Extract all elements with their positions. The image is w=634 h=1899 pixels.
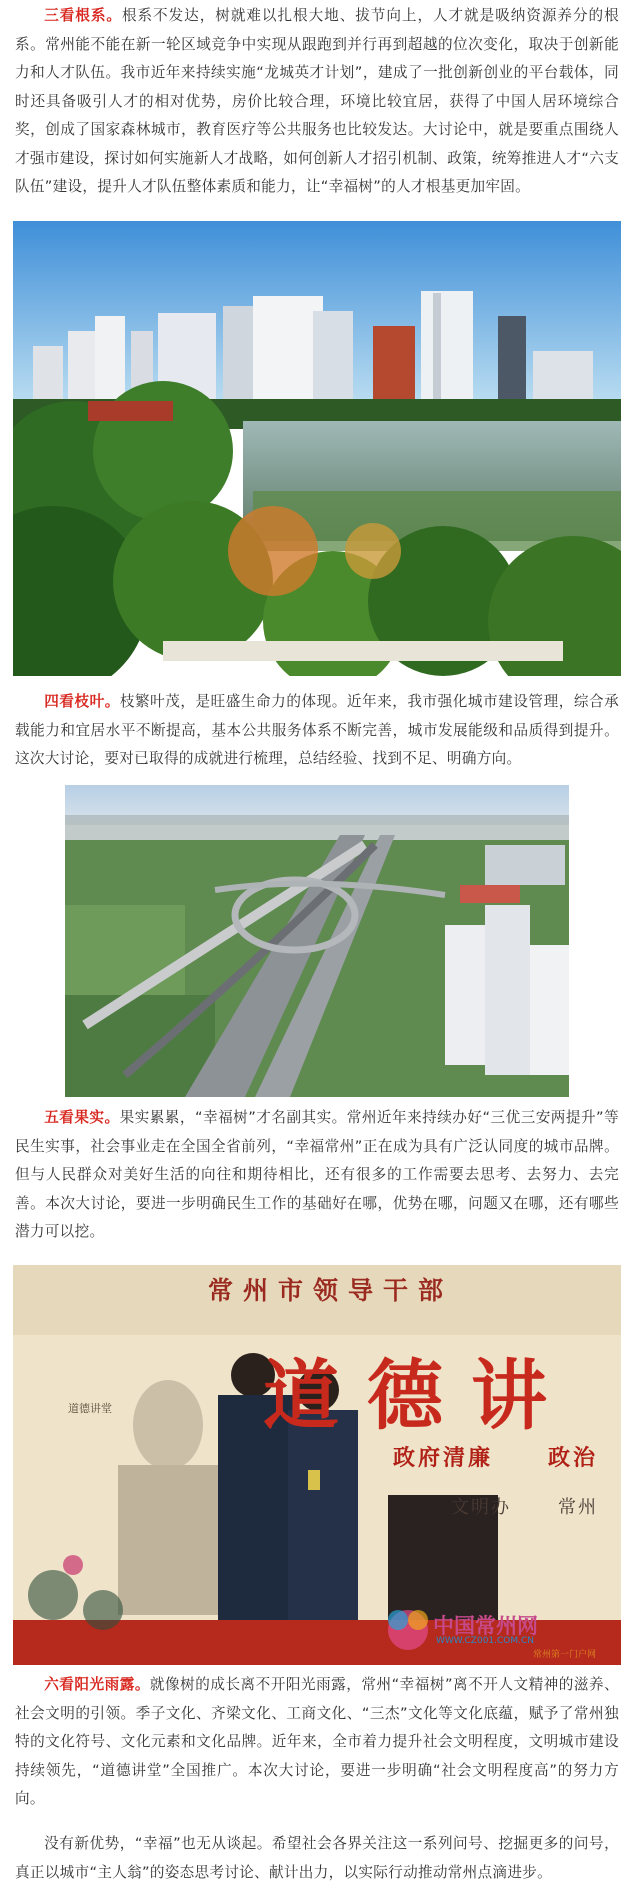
paragraph-closing [15, 1830, 619, 1887]
paragraph-fruits [15, 1104, 619, 1247]
slogan-changzhou: 常州 [558, 1497, 598, 1518]
section-heading-branches: 四看枝叶。 [44, 693, 120, 710]
section-body-fruits: 果实累累，“幸福树”才名副其实。常州近年来持续办好“三优三安两提升”等民生实事，社会事业走在全国全省前列，“幸福常州”正在成为具有广泛认同度的城市品牌。但与人民群众对美好生活的向往和期待相比，还有很多的工作需要去思考、去努力、去完善。本次大讨论，要进一步明确民生工作的基础好在哪，优势在哪，问题又在哪，还有哪些潜力可以挖。 [15, 1109, 619, 1240]
moral-lecture-photo [13, 1265, 621, 1665]
paragraph-branches [15, 688, 619, 774]
banner-big-text: 道德讲 [263, 1351, 575, 1440]
city-lake-photo [13, 221, 621, 676]
watermark-url: WWW.CZ001.COM.CN [436, 1636, 535, 1646]
slogan-civilization-office: 文明办 [451, 1497, 511, 1518]
watermark-subtitle: 常州第一门户网 [533, 1650, 597, 1660]
section-heading-sunlight: 六看阳光雨露。 [44, 1676, 150, 1693]
watermark-title: 中国常州网 [433, 1614, 538, 1638]
section-body-roots: 根系不发达，树就难以扎根大地、拔节向上，人才就是吸纳资源养分的根系。常州能不能在新一轮区域竞争中实现从跟跑到并行再到超越的位次变化，取决于创新能力和人才队伍。我市近年来持续实施“龙城英才计划”，建成了一批创新创业的平台载体，同时还具备吸引人才的相对优势，房价比较合理，环境比较宜居，获得了中国人居环境综合奖，创成了国家森林城市，教育医疗等公共服务也比较发达。大讨论中，就是要重点围绕人才强市建设，探讨如何实施新人才战略，如何创新人才招引机制、政策，统筹推进人才“六支队伍”建设，提升人才队伍整体素质和能力，让“幸福树”的人才根基更加牢固。 [15, 7, 619, 195]
section-body-sunlight: 就像树的成长离不开阳光雨露，常州“幸福树”离不开人文精神的滋养、社会文明的引领。季子文化、齐梁文化、工商文化、“三杰”文化等文化底蕴，赋予了常州独特的文化符号、文化元素和文化品牌。近年来，全市着力提升社会文明程度，文明城市建设持续领先，“道德讲堂”全国推广。本次大讨论，要进一步明确“社会文明程度高”的努力方向。 [15, 1676, 619, 1807]
slogan-government: 政府清廉 [393, 1446, 494, 1471]
closing-body: 没有新优势，“幸福”也无从谈起。希望社会各界关注这一系列问号、挖掘更多的问号，真正以城市“主人翁”的姿态思考讨论、献计出力，以实际行动推动常州点滴进步。 [15, 1835, 619, 1881]
paragraph-sunlight [15, 1671, 619, 1814]
banner-top-text: 常州市领导干部 [208, 1276, 454, 1305]
section-heading-roots: 三看根系。 [44, 7, 122, 24]
section-body-branches: 枝繁叶茂，是旺盛生命力的体现。近年来，我市强化城市建设管理，综合承载能力和宜居水平不断提高，基本公共服务体系不断完善，城市发展能级和品质得到提升。这次大讨论，要对已取得的成就进行梳理，总结经验、找到不足、明确方向。 [15, 693, 619, 767]
highway-interchange-photo [65, 785, 569, 1097]
section-heading-fruits: 五看果实。 [44, 1109, 120, 1126]
paragraph-roots [15, 2, 619, 202]
moral-lecture-logo: 道德讲堂 [68, 1402, 112, 1415]
slogan-politics: 政治 [548, 1446, 599, 1471]
